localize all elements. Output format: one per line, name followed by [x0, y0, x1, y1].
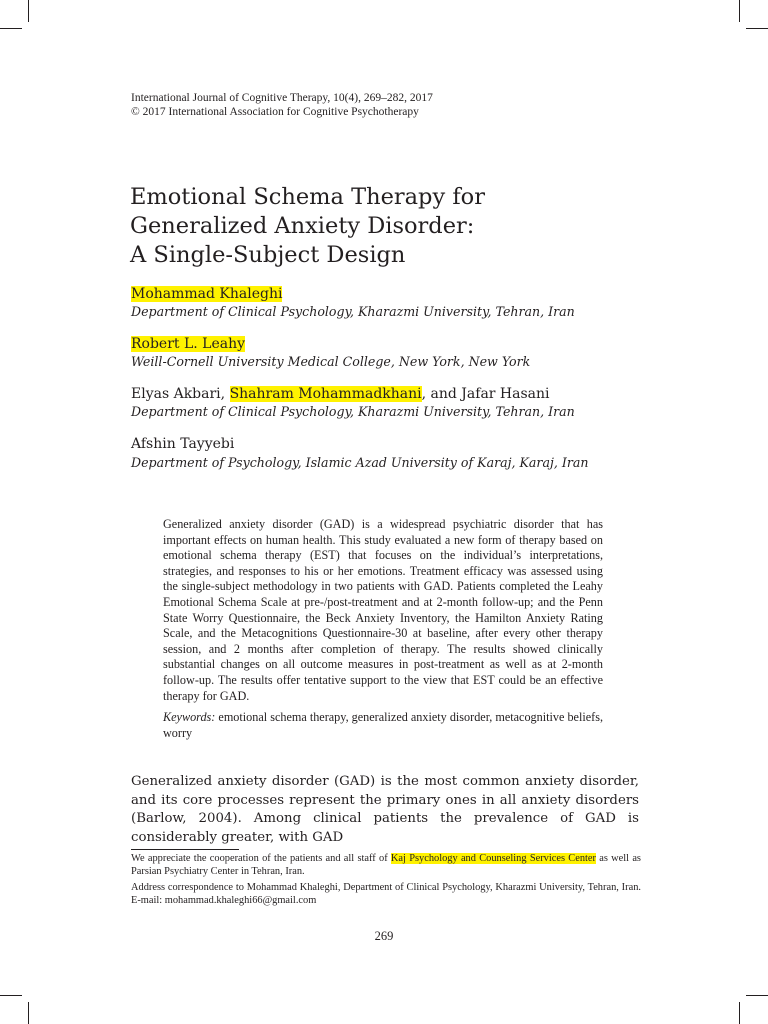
body-paragraph: Generalized anxiety disorder (GAD) is the most common anxiety disorder, and its core processes represent the primary ones in all anxiety disorders (Barlow, 2004). Among clinical patients the prevalence of GAD is considerably greater, with GAD: [131, 774, 639, 846]
author-3-affiliation: Department of Clinical Psychology, Kharazmi University, Tehran, Iran: [131, 404, 575, 419]
keywords: [163, 710, 603, 741]
crop-mark-bottom-left-h: [0, 995, 22, 996]
author-3-highlighted-name: Shahram Mohammadkhani: [229, 386, 422, 402]
journal-citation: International Journal of Cognitive Therapy, 10(4), 269–282, 2017: [131, 92, 433, 104]
footnote-rule: [131, 849, 239, 850]
crop-mark-top-left-h: [0, 28, 22, 29]
ack-prefix: We appreciate the cooperation of the patients and all staff of: [131, 853, 391, 864]
author-1-affiliation: Department of Clinical Psychology, Kharazmi University, Tehran, Iran: [131, 304, 575, 319]
crop-mark-bottom-right-h: [746, 995, 768, 996]
author-1: [131, 285, 282, 303]
page-number: 269: [374, 929, 394, 943]
author-3-line: [131, 385, 550, 403]
ack-highlighted-center: Kaj Psychology and Counseling Services Center: [390, 853, 596, 864]
author-2-affiliation: Weill-Cornell University Medical College, New York, New York: [131, 354, 531, 369]
title-line-3: A Single-Subject Design: [130, 242, 406, 268]
author-4: [131, 435, 234, 453]
crop-mark-top-right: [739, 0, 740, 22]
author-2: [131, 335, 245, 353]
keywords-list: emotional schema therapy, generalized anxiety disorder, metacognitive beliefs, worry: [163, 710, 603, 740]
author-4-affiliation: Department of Psychology, Islamic Azad University of Karaj, Karaj, Iran: [131, 455, 589, 470]
journal-copyright: © 2017 International Association for Cognitive Psychotherapy: [131, 106, 419, 118]
abstract: Generalized anxiety disorder (GAD) is a widespread psychiatric disorder that has important effects on human health. This study evaluated a new form of therapy based on emotional schema therapy (EST) that focuses on the individual’s interpretations, strategies, and responses to his or her emotions. Treatment efficacy was assessed using the single-subject methodology in two patients with GAD. Patients completed the Leahy Emotional Schema Scale at pre-/post-treatment and at 2-month follow-up; and the Penn State Worry Questionnaire, the Beck Anxiety Inventory, the Hamilton Anxiety Rating Scale, and the Metacognitions Questionnaire-30 at baseline, after every other therapy session, and 2 months after completion of therapy. The results showed clinically substantial changes on all outcome measures in post-treatment as well as at 2-month follow-up. The results offer tentative support to the view that EST could be an effective therapy for GAD.: [163, 517, 603, 703]
title-line-1: Emotional Schema Therapy for: [130, 184, 485, 210]
author-3-prefix: Elyas Akbari,: [131, 386, 230, 402]
crop-mark-bottom-left: [28, 1002, 29, 1024]
title-line-2: Generalized Anxiety Disorder:: [130, 213, 475, 239]
footnote-acknowledgment: [131, 853, 641, 879]
journal-header: [131, 91, 433, 119]
crop-mark-top-right-h: [746, 28, 768, 29]
author-4-name: Afshin Tayyebi: [131, 436, 235, 452]
ack-suffix: as well as Parsian Psychiatry Center in Tehran, Iran.: [131, 853, 641, 877]
author-2-name: Robert L. Leahy: [131, 336, 246, 352]
footnote-correspondence: Address correspondence to Mohammad Khaleghi, Department of Clinical Psychology, Kharazmi University, Tehran, Iran. E-mail: mohammad.khaleghi66@gmail.com: [131, 882, 641, 906]
author-1-name: Mohammad Khaleghi: [131, 286, 283, 302]
crop-mark-top-left: [28, 0, 29, 22]
keywords-label: Keywords:: [163, 710, 216, 724]
paper-title: [130, 183, 690, 270]
author-3-suffix: , and Jafar Hasani: [421, 386, 550, 402]
crop-mark-bottom-right: [739, 1002, 740, 1024]
